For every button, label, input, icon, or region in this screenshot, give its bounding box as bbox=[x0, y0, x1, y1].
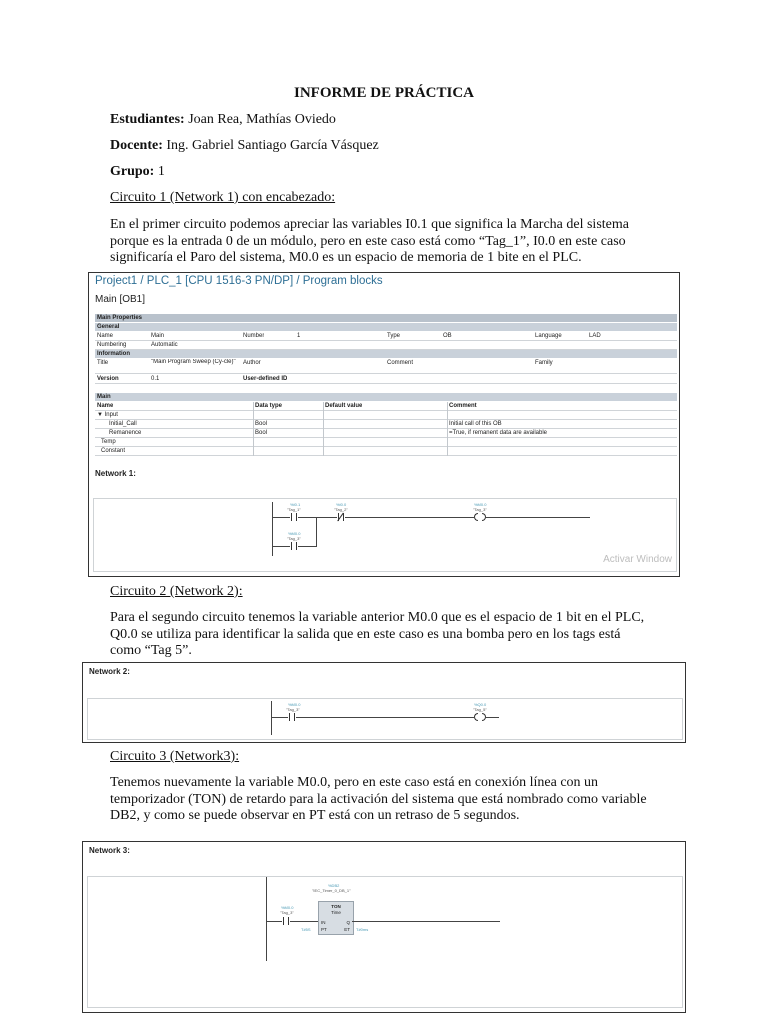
section-heading-2: Circuito 2 (Network 2): bbox=[110, 584, 243, 599]
table-cell: Bool bbox=[255, 430, 268, 436]
section-paragraph-1 bbox=[110, 217, 650, 267]
no-contact-m00[interactable] bbox=[288, 713, 296, 721]
ton-timer-block[interactable] bbox=[318, 901, 354, 935]
paragraph-line: En el primer circuito podemos apreciar las variables I0.1 que significa la Marcha del sistema bbox=[110, 217, 629, 232]
rung-wire bbox=[271, 717, 499, 718]
coil-tag: "Tag_5" bbox=[473, 707, 487, 712]
column-header: Default value bbox=[325, 403, 363, 409]
no-contact-i01[interactable] bbox=[290, 513, 298, 521]
table-cell: Name bbox=[97, 333, 114, 339]
no-contact-m00[interactable] bbox=[282, 917, 290, 925]
contact-tag: "Tag_2" bbox=[334, 507, 348, 512]
ton-et-pin: ET bbox=[344, 927, 350, 932]
ton-pt-pin: PT bbox=[321, 927, 327, 932]
table-cell: Main bbox=[151, 333, 165, 339]
rung-wire bbox=[352, 921, 500, 922]
table-cell: "Main Program Sweep (Cy-cle)" bbox=[151, 359, 236, 365]
table-cell: 1 bbox=[297, 333, 301, 339]
table-cell: Family bbox=[535, 360, 553, 366]
table-cell: Language bbox=[535, 333, 562, 339]
column-divider bbox=[253, 402, 254, 456]
table-cell: 0.1 bbox=[151, 376, 160, 382]
table-cell: User-defined ID bbox=[243, 376, 288, 382]
paragraph-line: DB2, y como se puede observar en PT está con un retraso de 5 segundos. bbox=[110, 808, 520, 823]
paragraph-line: Tenemos nuevamente la variable M0.0, pero en este caso está en conexión línea con un bbox=[110, 775, 599, 790]
table-cell: Constant bbox=[101, 448, 126, 454]
table-cell: OB bbox=[443, 333, 452, 339]
tia-portal-screenshot-network3 bbox=[82, 841, 686, 1013]
ton-q-pin: Q bbox=[346, 920, 350, 925]
network-title: Network 2: bbox=[89, 667, 130, 676]
column-header: Name bbox=[97, 403, 114, 409]
contact-address: %M0.0 bbox=[288, 531, 301, 536]
coil-m00[interactable] bbox=[474, 513, 486, 521]
group-line bbox=[110, 164, 165, 180]
students-line bbox=[110, 112, 336, 128]
network-title: Network 3: bbox=[89, 846, 130, 855]
table-cell: Title bbox=[97, 360, 109, 366]
report-title: INFORME DE PRÁCTICA bbox=[294, 85, 474, 101]
paragraph-line: Q0.0 se utiliza para identificar la salida que en este caso es una bomba pero en los tags está bbox=[110, 626, 621, 642]
ladder-diagram[interactable] bbox=[93, 498, 677, 572]
table-cell: Type bbox=[387, 333, 401, 339]
paragraph-line: Para el segundo circuito tenemos la variable anterior M0.0 que es el espacio de 1 bit en el PLC, bbox=[110, 610, 645, 625]
teacher-label: Docente: bbox=[110, 138, 163, 153]
db-name: "IEC_Timer_0_DB_1" bbox=[312, 888, 351, 893]
information-row bbox=[95, 359, 677, 374]
network-title: Network 1: bbox=[95, 469, 136, 478]
contact-address: %I0.0 bbox=[336, 502, 347, 507]
interface-header bbox=[95, 402, 677, 411]
main-properties-band: Main Properties bbox=[95, 314, 677, 322]
paragraph-line: porque es la entrada 0 de un módulo, pero en este caso está como “Tag_1”, I0.0 en este caso bbox=[110, 233, 626, 249]
table-cell: Remanence bbox=[109, 430, 142, 436]
main-band: Main bbox=[95, 393, 677, 401]
teacher-line bbox=[110, 138, 379, 154]
group-value: 1 bbox=[154, 164, 165, 179]
paragraph-line: temporizador (TON) de retardo para la activación del sistema que está nombrado como variable bbox=[110, 791, 647, 807]
general-row bbox=[95, 332, 677, 341]
table-cell: Author bbox=[243, 360, 261, 366]
table-cell: Comment bbox=[387, 360, 414, 366]
table-row[interactable] bbox=[95, 447, 677, 456]
coil-q00[interactable] bbox=[474, 713, 486, 721]
column-divider bbox=[447, 402, 448, 456]
students-value: Joan Rea, Mathías Oviedo bbox=[184, 112, 336, 127]
et-value: T#0ms bbox=[356, 927, 369, 932]
table-cell: Numbering bbox=[97, 342, 127, 348]
column-header: Comment bbox=[449, 403, 477, 409]
contact-tag: "Tag_1" bbox=[287, 507, 301, 512]
coil-address: %M0.0 bbox=[474, 502, 487, 507]
nc-contact-i00[interactable] bbox=[337, 513, 345, 521]
contact-address: %M0.0 bbox=[288, 702, 301, 707]
table-row[interactable] bbox=[95, 411, 677, 420]
table-cell: Version bbox=[97, 376, 119, 382]
no-contact-m00[interactable] bbox=[290, 542, 298, 550]
contact-tag: "Tag_3" bbox=[286, 707, 300, 712]
table-cell: Initial_Call bbox=[109, 421, 137, 427]
section-paragraph-2 bbox=[110, 610, 650, 660]
power-rail bbox=[266, 877, 267, 961]
general-row bbox=[95, 341, 677, 350]
tia-portal-screenshot-ob1 bbox=[88, 272, 680, 577]
contact-address: %M0.0 bbox=[281, 905, 294, 910]
coil-address: %Q0.0 bbox=[474, 702, 487, 707]
power-rail bbox=[272, 502, 273, 556]
table-cell: Bool bbox=[255, 421, 268, 427]
information-row bbox=[95, 375, 677, 384]
ton-sublabel: Time bbox=[331, 910, 341, 915]
contact-tag: "Tag_3" bbox=[287, 536, 301, 541]
section-heading-3: Circuito 3 (Network3): bbox=[110, 749, 240, 764]
block-title: Main [OB1] bbox=[95, 294, 146, 305]
table-cell: LAD bbox=[589, 333, 601, 339]
general-band: General bbox=[95, 323, 677, 331]
table-row[interactable] bbox=[95, 438, 677, 447]
db-address: %DB2 bbox=[328, 883, 340, 888]
ladder-diagram[interactable] bbox=[87, 698, 683, 740]
table-cell: Automatic bbox=[151, 342, 178, 348]
students-label: Estudiantes: bbox=[110, 112, 185, 127]
information-band: Information bbox=[95, 350, 677, 358]
table-cell: Number bbox=[243, 333, 265, 339]
tia-portal-screenshot-network2 bbox=[82, 662, 686, 743]
contact-address: %I0.1 bbox=[290, 502, 301, 507]
coil-tag: "Tag_3" bbox=[473, 507, 487, 512]
ton-in-pin: IN bbox=[321, 920, 326, 925]
section-paragraph-3 bbox=[110, 775, 650, 825]
group-label: Grupo: bbox=[110, 164, 155, 179]
section-heading-1: Circuito 1 (Network 1) con encabezado: bbox=[110, 190, 336, 205]
teacher-value: Ing. Gabriel Santiago García Vásquez bbox=[162, 138, 379, 153]
table-cell: ▼ Input bbox=[97, 412, 118, 418]
table-row[interactable] bbox=[95, 429, 677, 438]
column-divider bbox=[323, 402, 324, 456]
rung-wire bbox=[266, 921, 318, 922]
contact-tag: "Tag_3" bbox=[280, 910, 294, 915]
paragraph-line: significaría el Paro del sistema, M0.0 es un espacio de memoria de 1 bite en el PLC. bbox=[110, 250, 582, 265]
table-row[interactable] bbox=[95, 420, 677, 429]
table-cell: =True, if remanent data are available bbox=[449, 430, 548, 436]
table-cell: Initial call of this OB bbox=[449, 421, 502, 427]
branch-rail bbox=[316, 517, 317, 547]
power-rail bbox=[271, 701, 272, 735]
table-cell: Temp bbox=[101, 439, 116, 445]
pt-value: T#5S bbox=[301, 927, 311, 932]
breadcrumb: Project1 / PLC_1 [CPU 1516-3 PN/DP] / Program blocks bbox=[95, 275, 383, 287]
paragraph-line: como “Tag 5”. bbox=[110, 643, 192, 658]
activation-watermark: Activar Window bbox=[603, 554, 672, 565]
ton-label: TON bbox=[331, 904, 341, 909]
column-header: Data type bbox=[255, 403, 283, 409]
ladder-diagram[interactable] bbox=[87, 876, 683, 1008]
rung-wire bbox=[272, 517, 590, 518]
properties-table bbox=[95, 314, 677, 464]
